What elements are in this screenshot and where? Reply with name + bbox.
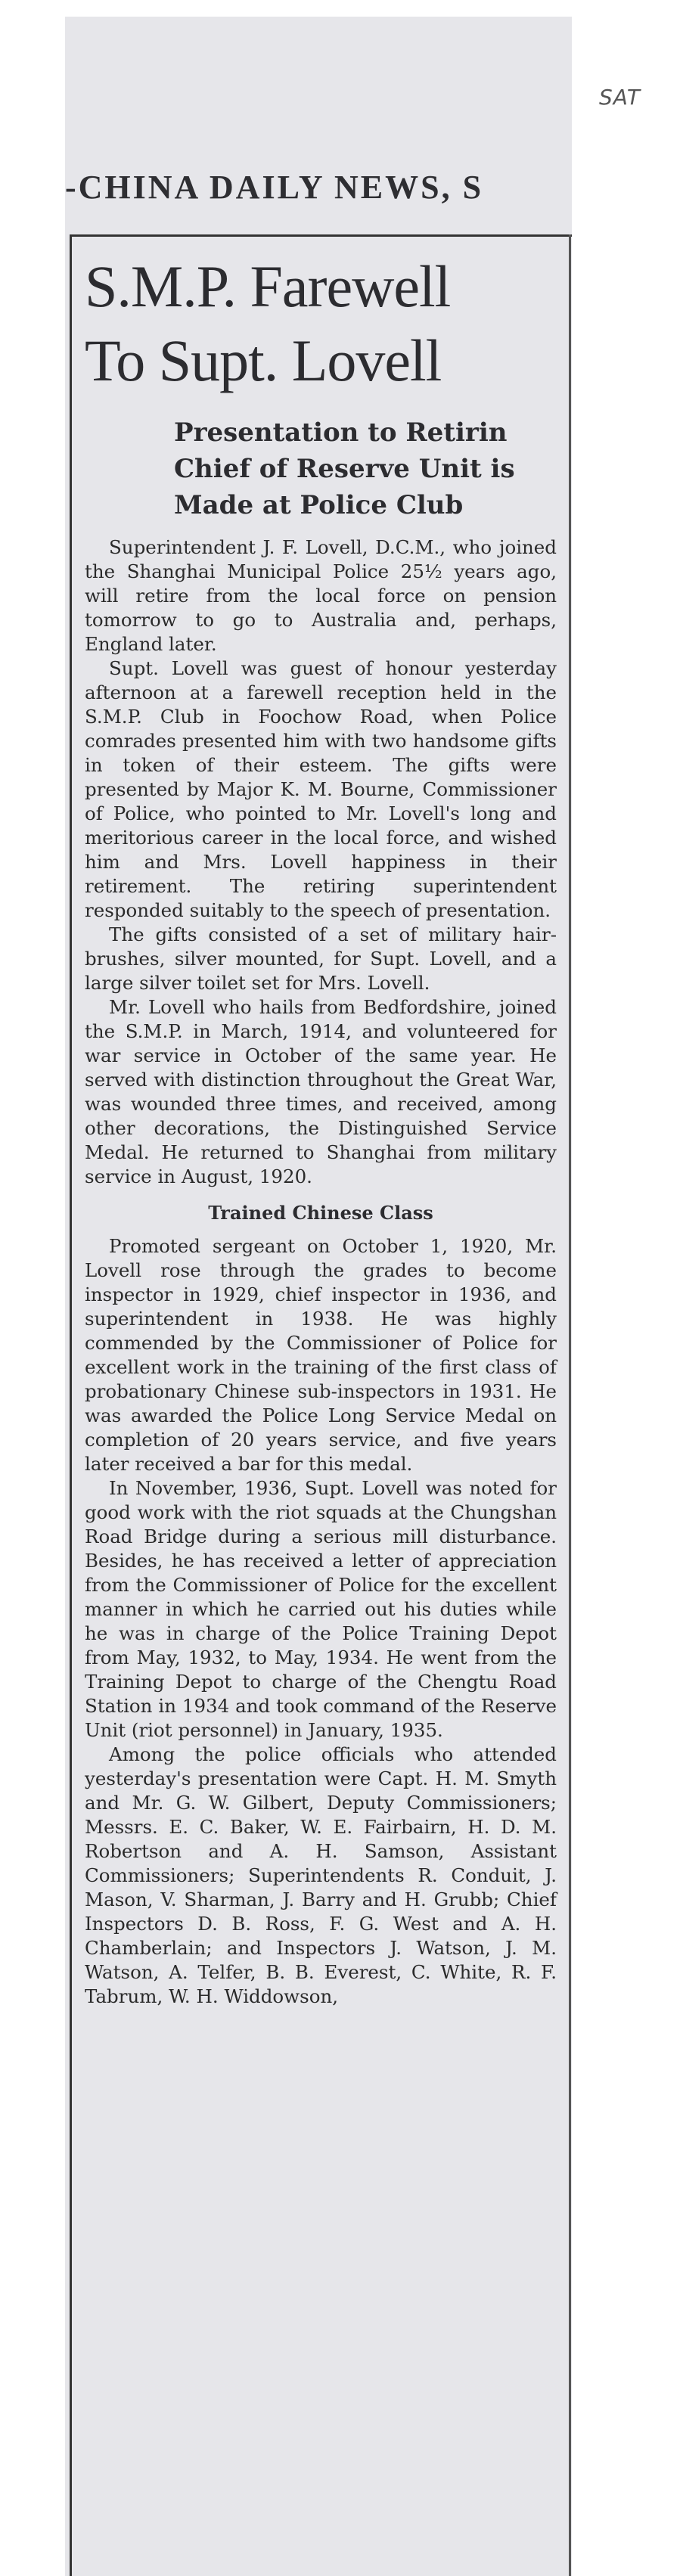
- column-rule-right: [569, 234, 571, 2576]
- article-body: [85, 535, 557, 2009]
- article-column: [85, 250, 557, 2009]
- paragraph: Promoted sergeant on October 1, 1920, Mr. Lovell rose through the grades to become inspector in 1929, chief inspector in 1936, and superintendent in 1938. He was highly commended by the Commissioner of Police for excellent work in the training of the first class of probationary Chinese sub-inspectors in 1931. He was awarded the Police Long Service Medal on completion of 20 years service, and five years later received a bar for this medal.: [85, 1235, 557, 1475]
- column-rule-top: [70, 234, 572, 237]
- paragraph: Mr. Lovell who hails from Bedfordshire, joined the S.M.P. in March, 1914, and volunteered for war service in October of the same year. He served with distinction throughout the Great War, was wounded three times, and received, among other decorations, the Distinguished Service Medal. He returned to Shanghai from military service in August, 1920.: [85, 996, 557, 1187]
- paragraph: The gifts consisted of a set of military hair-brushes, silver mounted, for Supt. Lovell, and a large silver toilet set for Mrs. Lovell.: [85, 923, 557, 994]
- section-heading: Trained Chinese Class: [208, 1202, 433, 1224]
- article-subheadline: Presentation to Retirin Chief of Reserve Unit is Made at Police Club: [174, 417, 515, 520]
- headline-line-2: To Supt. Lovell: [85, 327, 442, 393]
- headline-line-1: S.M.P. Farewell: [85, 253, 451, 319]
- handwritten-margin-note: SAT: [599, 85, 641, 110]
- paragraph: Among the police officials who attended yesterday's presentation were Capt. H. M. Smyth and Mr. G. W. Gilbert, Deputy Commissioners; Messrs. E. C. Baker, W. E. Fairbairn, H. D. M. Robertson and A. H. Samson, Assistant Commissioners; Superintendents R. Conduit, J. Mason, V. Sharman, J. Barry and H. Grubb; Chief Inspectors D. B. Ross, F. G. West and A. H. Chamberlain; and Inspectors J. Watson, J. M. Watson, A. Telfer, B. B. Everest, C. White, R. F. Tabrum, W. H. Widdowson,: [85, 1743, 557, 2007]
- article-headline: [85, 250, 557, 398]
- paragraph: Superintendent J. F. Lovell, D.C.M., who joined the Shanghai Municipal Police 25½ years ago, will retire from the local force on pension tomorrow to go to Australia and, perhaps, England later.: [85, 536, 557, 655]
- column-rule-left: [70, 234, 72, 2576]
- paragraph: Supt. Lovell was guest of honour yesterday afternoon at a farewell reception held in the S.M.P. Club in Foochow Road, when Police comrades presented him with two handsome gifts in token of their esteem. The gifts were presented by Major K. M. Bourne, Commissioner of Police, who pointed to Mr. Lovell's long and meritorious career in the local force, and wished him and Mrs. Lovell happiness in their retirement. The retiring superintendent responded suitably to the speech of presentation.: [85, 657, 557, 921]
- paragraph: In November, 1936, Supt. Lovell was noted for good work with the riot squads at the Chungshan Road Bridge during a serious mill disturbance. Besides, he has received a letter of appreciation from the Commissioner of Police for the excellent manner in which he carried out his duties while he was in charge of the Police Training Depot from May, 1932, to May, 1934. He went from the Training Depot to charge of the Chengtu Road Station in 1934 and took command of the Reserve Unit (riot personnel) in January, 1935.: [85, 1477, 557, 1741]
- newspaper-masthead: -CHINA DAILY NEWS, S: [65, 169, 484, 206]
